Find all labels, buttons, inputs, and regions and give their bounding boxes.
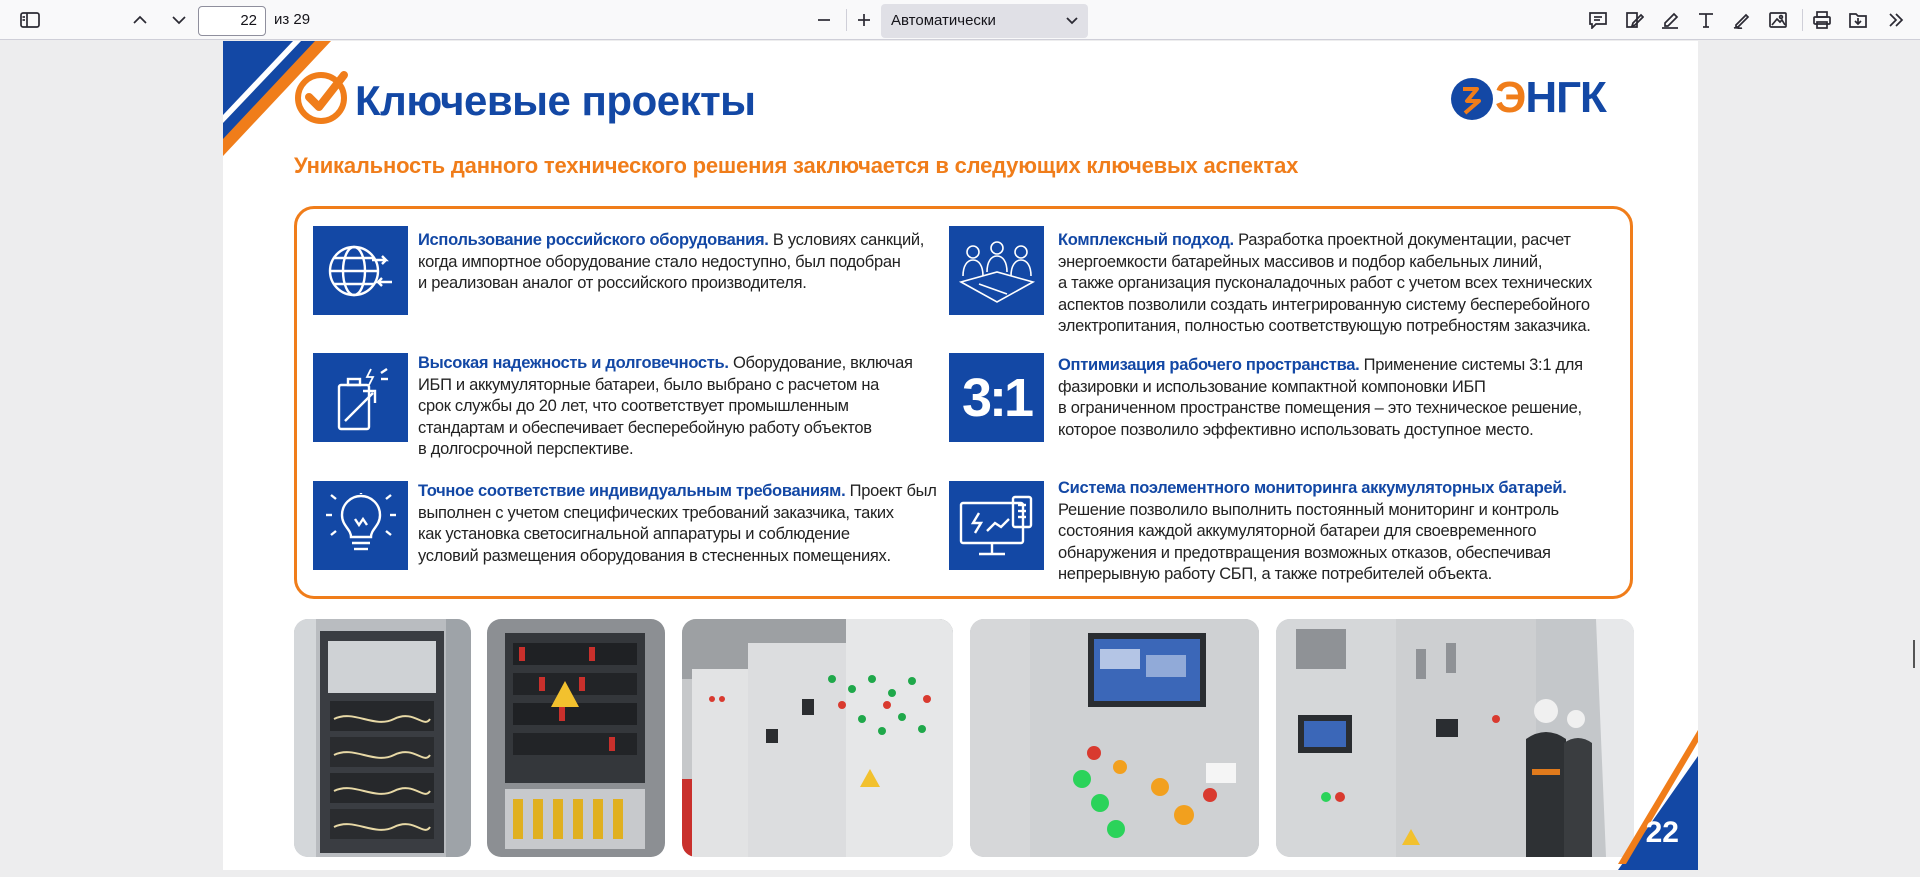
slide-title: Ключевые проекты xyxy=(355,77,756,124)
check-circle-icon xyxy=(294,69,350,125)
feature-individual-requirements: Точное соответствие индивидуальным требованиям. Проект был выполнен с учетом специфических требований заказчика, таких как установка светосигнальной аппаратуры и соблюдение условий размещения оборудования в стесненных помещениях. xyxy=(418,482,937,565)
photo-engineers-at-cabinets xyxy=(1276,619,1634,857)
slide-subtitle: Уникальность данного технического решения заключается в следующих ключевых аспектах xyxy=(294,153,1299,178)
page-total-label: из 29 xyxy=(274,11,311,28)
next-page-button[interactable] xyxy=(163,4,195,36)
zoom-out-button[interactable] xyxy=(808,4,840,36)
pdf-page xyxy=(223,41,1698,870)
photo-battery-cabinet xyxy=(294,619,471,857)
feature-reliability: Высокая надежность и долговечность. Оборудование, включая ИБП и аккумуляторные батареи, было выбрано с расчетом на срок службы до 20 лет, что соответствует промышленным стандартам и обеспечивает бесперебойную работу объектов в долгосрочной перспективе. xyxy=(418,354,913,458)
globe-import-icon xyxy=(313,226,408,315)
battery-growth-icon xyxy=(313,353,408,442)
battery-monitor-icon xyxy=(949,481,1044,570)
draw-icon[interactable] xyxy=(1726,4,1758,36)
zoom-select[interactable] xyxy=(881,4,1088,38)
text-tool-icon[interactable] xyxy=(1690,4,1722,36)
toolbar-divider xyxy=(1802,9,1803,31)
image-icon[interactable] xyxy=(1762,4,1794,36)
zoom-select-value: Автоматически xyxy=(891,12,996,29)
slide-page-number: 22 xyxy=(1645,816,1679,849)
company-logo-icon xyxy=(1450,77,1494,121)
comment-icon[interactable] xyxy=(1582,4,1614,36)
feature-complex-approach: Комплексный подход. Разработка проектной документации, расчет энергоемкости батарейных массивов и подбор кабельных линий, а также организация пусконаладочных работ с учетом всех технических аспектов позволили создать интегрированную систему бесперебойного электропитания, полностью соответствующую потребностям заказчика. xyxy=(1058,231,1592,335)
chevron-down-icon xyxy=(1066,4,1078,38)
page-number-input[interactable]: 22 xyxy=(198,6,266,36)
save-icon[interactable] xyxy=(1842,4,1874,36)
toolbar-divider xyxy=(846,9,847,31)
sidebar-toggle-icon[interactable] xyxy=(14,4,46,36)
zoom-in-button[interactable] xyxy=(848,4,880,36)
lightbulb-icon xyxy=(313,481,408,570)
previous-page-button[interactable] xyxy=(124,4,156,36)
photo-control-cabinets xyxy=(682,619,953,857)
company-logo-text: ЭНГК xyxy=(1495,73,1606,122)
sign-icon[interactable] xyxy=(1618,4,1650,36)
pdf-toolbar xyxy=(0,0,1920,40)
print-icon[interactable] xyxy=(1806,4,1838,36)
feature-russian-equipment: Использование российского оборудования. В условиях санкций, когда импортное оборудование стало недоступно, был подобран и реализован аналог от российского производителя. xyxy=(418,231,925,292)
engineers-team-icon xyxy=(949,226,1044,315)
more-tools-icon[interactable] xyxy=(1880,4,1912,36)
feature-space-optimization: Оптимизация рабочего пространства. Применение системы 3:1 для фазировки и использование компактной компоновки ИБП в ограниченном пространстве помещения – это техническое решение, которое позволило эффективно использовать доступное место. xyxy=(1058,356,1583,439)
photo-switchboard-panel xyxy=(487,619,665,857)
highlight-icon[interactable] xyxy=(1654,4,1686,36)
scrollbar-thumb[interactable] xyxy=(1913,640,1915,668)
photo-hmi-panel xyxy=(970,619,1259,857)
ratio-3-1-icon: 3:1 xyxy=(949,353,1044,442)
feature-battery-monitoring: Система поэлементного мониторинга аккумуляторных батарей. Решение позволило выполнить постоянный мониторинг и контроль состояния каждой аккумуляторной батареи для своевременного обнаружения и предотвращения возможных отказов, обеспечивая непрерывную работу СБП, а также потребителей объекта. xyxy=(1058,479,1567,583)
